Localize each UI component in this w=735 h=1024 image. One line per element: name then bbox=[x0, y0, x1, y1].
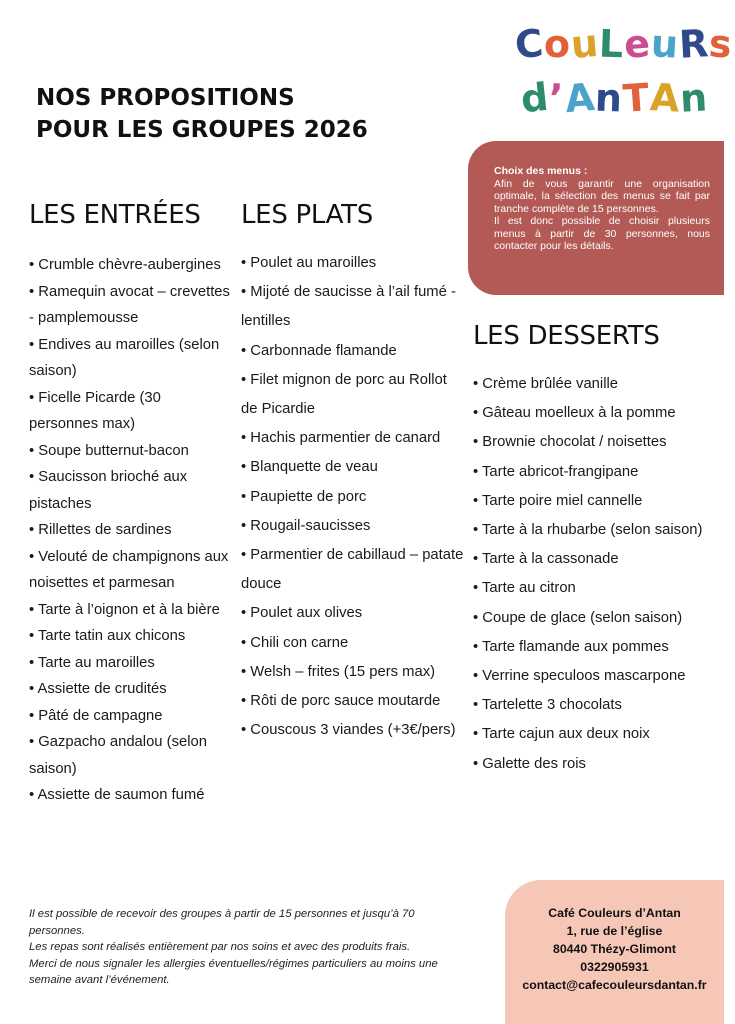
menu-item: • Tarte cajun aux deux noix bbox=[473, 720, 713, 749]
entrees-column bbox=[29, 200, 234, 809]
menu-item: • Blanquette de veau bbox=[241, 453, 466, 482]
contact-phone: 0322905931 bbox=[580, 960, 649, 974]
menu-item: • Welsh – frites (15 pers max) bbox=[241, 658, 466, 687]
menu-item: • Filet mignon de porc au Rollot de Picardie bbox=[241, 366, 466, 424]
menu-item: • Tarte tatin aux chicons bbox=[29, 623, 234, 650]
contact-email: contact@cafecouleursdantan.fr bbox=[522, 978, 707, 992]
menu-item: • Gâteau moelleux à la pomme bbox=[473, 399, 713, 428]
plats-heading: LES PLATS bbox=[241, 200, 373, 230]
menu-item: • Couscous 3 viandes (+3€/pers) bbox=[241, 716, 466, 745]
menu-item: • Verrine speculoos mascarpone bbox=[473, 662, 713, 691]
menu-item: • Coupe de glace (selon saison) bbox=[473, 604, 713, 633]
menu-item: • Tartelette 3 chocolats bbox=[473, 691, 713, 720]
entrees-heading: LES ENTRÉES bbox=[29, 200, 201, 230]
contact-name: Café Couleurs d’Antan bbox=[548, 906, 681, 920]
menu-item: • Mijoté de saucisse à l’ail fumé - lentilles bbox=[241, 278, 466, 336]
menu-item: • Assiette de crudités bbox=[29, 676, 234, 703]
menu-item: • Poulet aux olives bbox=[241, 599, 466, 628]
menu-item: • Rillettes de sardines bbox=[29, 517, 234, 544]
menu-item: • Tarte au maroilles bbox=[29, 650, 234, 677]
menu-item: • Tarte poire miel cannelle bbox=[473, 487, 713, 516]
menu-item: • Soupe butternut-bacon bbox=[29, 438, 234, 465]
page-title bbox=[36, 82, 368, 146]
menu-item: • Tarte au citron bbox=[473, 574, 713, 603]
contact-box bbox=[505, 880, 724, 1024]
contact-street: 1, rue de l’église bbox=[566, 924, 663, 938]
menu-item: • Gazpacho andalou (selon saison) bbox=[29, 729, 234, 782]
menu-item: • Crème brûlée vanille bbox=[473, 370, 713, 399]
menu-item: • Parmentier de cabillaud – patate douce bbox=[241, 541, 466, 599]
desserts-column bbox=[473, 321, 713, 779]
menu-item: • Rougail-saucisses bbox=[241, 512, 466, 541]
menu-item: • Hachis parmentier de canard bbox=[241, 424, 466, 453]
menu-item: • Pâté de campagne bbox=[29, 703, 234, 730]
notice-text-2: Il est donc possible de choisir plusieurs menus à partir de 30 personnes, nous contacter pour les détails. bbox=[494, 215, 710, 252]
menu-item: • Tarte abricot-frangipane bbox=[473, 458, 713, 487]
menu-item: • Galette des rois bbox=[473, 750, 713, 779]
menu-item: • Ramequin avocat – crevettes - pamplemousse bbox=[29, 279, 234, 332]
title-line-2: POUR LES GROUPES 2026 bbox=[36, 117, 368, 143]
menu-item: • Chili con carne bbox=[241, 629, 466, 658]
footer-line-2: Les repas sont réalisés entièrement par nos soins et avec des produits frais. bbox=[29, 941, 411, 953]
menu-item: • Velouté de champignons aux noisettes et parmesan bbox=[29, 544, 234, 597]
footer-line-3: Merci de nous signaler les allergies éventuelles/régimes particuliers au moins une semaine avant l’événement. bbox=[29, 957, 438, 986]
menu-item: • Tarte à l’oignon et à la bière bbox=[29, 597, 234, 624]
plats-column bbox=[241, 200, 466, 745]
menu-item: • Paupiette de porc bbox=[241, 483, 466, 512]
title-line-1: NOS PROPOSITIONS bbox=[36, 85, 295, 111]
entrees-list bbox=[29, 252, 234, 809]
cafe-logo bbox=[512, 20, 735, 125]
logo-line-2: d’AnTAn bbox=[518, 74, 710, 122]
menu-item: • Ficelle Picarde (30 personnes max) bbox=[29, 385, 234, 438]
menu-item: • Tarte à la rhubarbe (selon saison) bbox=[473, 516, 713, 545]
desserts-heading: LES DESSERTS bbox=[473, 321, 660, 351]
menu-item: • Tarte à la cassonade bbox=[473, 545, 713, 574]
menu-item: • Poulet au maroilles bbox=[241, 249, 466, 278]
menu-item: • Carbonnade flamande bbox=[241, 337, 466, 366]
menu-item: • Assiette de saumon fumé bbox=[29, 782, 234, 809]
menu-item: • Endives au maroilles (selon saison) bbox=[29, 332, 234, 385]
plats-list bbox=[241, 249, 466, 745]
notice-heading: Choix des menus : bbox=[494, 165, 588, 177]
notice-text-1: Afin de vous garantir une organisation optimale, la sélection des menus se fait par tranche complète de 15 personnes. bbox=[494, 177, 710, 215]
contact-city: 80440 Thézy-Glimont bbox=[552, 942, 676, 956]
menu-item: • Tarte flamande aux pommes bbox=[473, 633, 713, 662]
logo-line-1: CouLeuRs bbox=[512, 20, 735, 68]
footer-line-1: Il est possible de recevoir des groupes à partir de 15 personnes et jusqu’à 70 personnes. bbox=[29, 908, 415, 937]
menu-item: • Brownie chocolat / noisettes bbox=[473, 428, 713, 457]
menu-choice-notice bbox=[468, 141, 724, 295]
desserts-list bbox=[473, 370, 713, 779]
menu-item: • Crumble chèvre-aubergines bbox=[29, 252, 234, 279]
menu-item: • Rôti de porc sauce moutarde bbox=[241, 687, 466, 716]
footer-notes bbox=[29, 906, 459, 989]
menu-item: • Saucisson brioché aux pistaches bbox=[29, 464, 234, 517]
